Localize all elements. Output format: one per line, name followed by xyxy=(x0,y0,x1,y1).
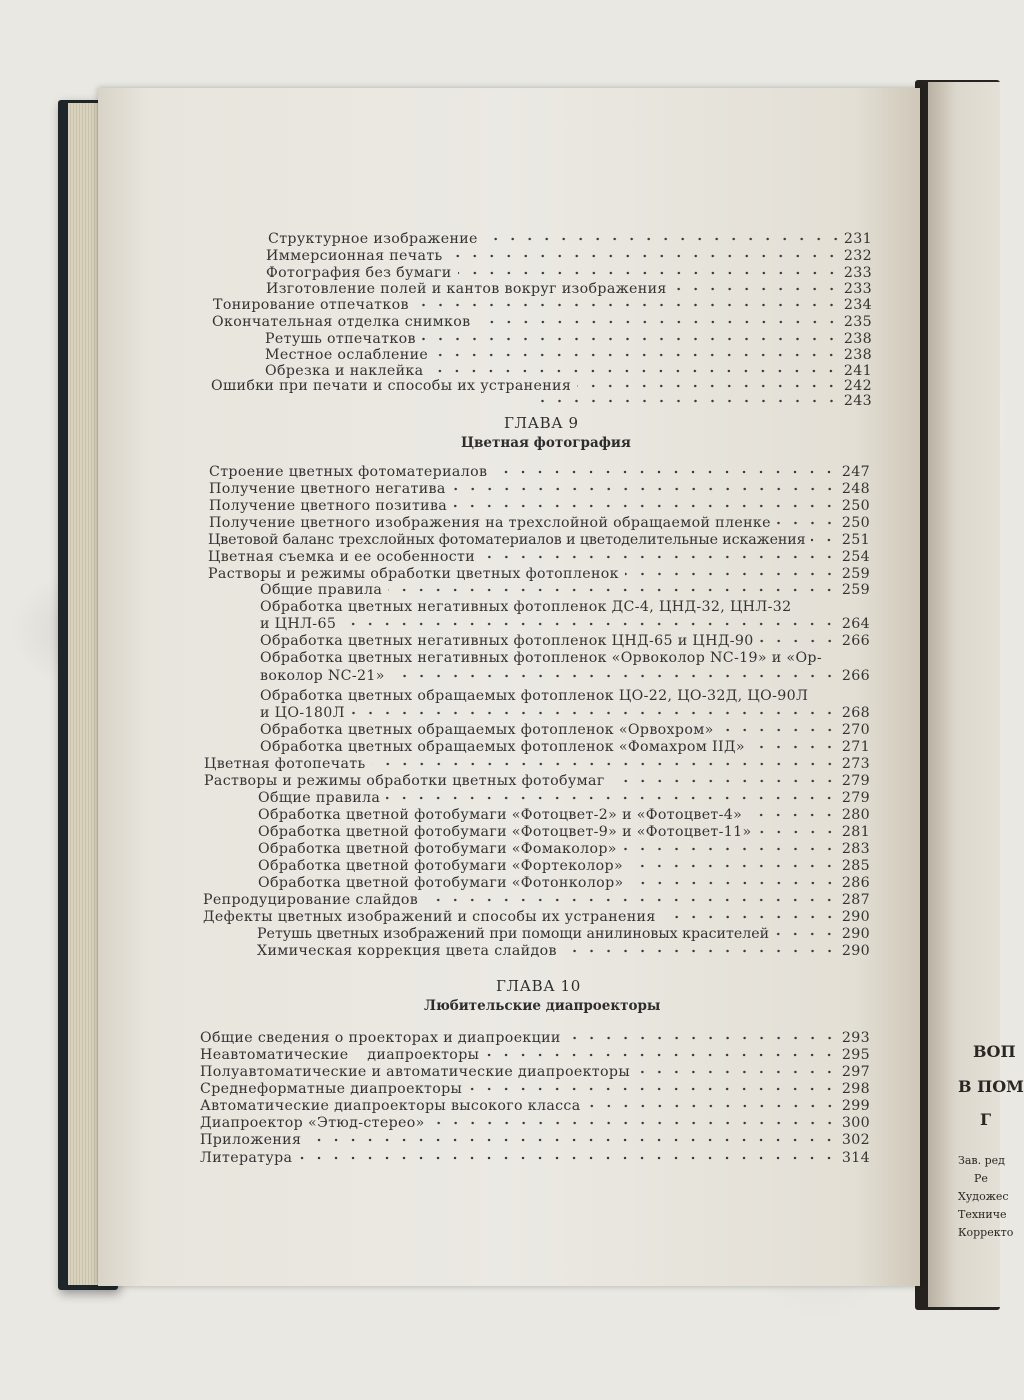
book-page xyxy=(98,88,920,1286)
table-of-contents xyxy=(98,88,920,1286)
toc-entry: Обработка цветных обращаемых фотопленок «Орвохром» 270 xyxy=(260,722,870,738)
toc-entry: Приложения 302 xyxy=(200,1132,870,1148)
right-page-line: Г xyxy=(980,1110,992,1129)
toc-entry: Репродуцирование слайдов 287 xyxy=(203,892,870,908)
toc-entry: Цветная фотопечать 273 xyxy=(204,756,870,772)
toc-entry: Иммерсионная печать 232 xyxy=(266,248,872,264)
right-page-line: Художес xyxy=(958,1190,1009,1203)
toc-entry: Структурное изображение xyxy=(268,231,848,247)
toc-entry: воколор NC-21» 266 xyxy=(260,668,870,684)
toc-entry: Обработка цветной фотобумаги «Фортеколор» 285 xyxy=(258,858,870,874)
toc-entry-line1: Обработка цветных обращаемых фотопленок ЦО-22, ЦО-32Д, ЦО-90Л xyxy=(260,688,809,704)
toc-entry: и ЦО-180Л 268 xyxy=(260,705,870,721)
toc-entry: Растворы и режимы обработки цветных фотопленок 259 xyxy=(208,566,870,582)
toc-page-number: 231 xyxy=(843,231,872,247)
right-page xyxy=(928,82,1024,1307)
toc-entry: и ЦНЛ-65 264 xyxy=(260,616,870,632)
toc-entry: Цветная съемка и ее особенности 254 xyxy=(208,549,870,565)
toc-entry: Строение цветных фотоматериалов 247 xyxy=(209,464,870,480)
chapter-title: Цветная фотография xyxy=(461,435,631,451)
toc-entry: Общие сведения о проекторах и диапроекции 293 xyxy=(200,1030,870,1046)
toc-entry: Диапроектор «Этюд-стерео» 300 xyxy=(200,1115,870,1131)
toc-entry: Среднеформатные диапроекторы 298 xyxy=(200,1081,870,1097)
toc-entry: Общие правила 259 xyxy=(260,582,870,598)
toc-entry: Получение цветного негатива 248 xyxy=(209,481,870,497)
toc-entry: Цветовой баланс трехслойных фотоматериалов и цветоделительные искажения 251 xyxy=(208,532,870,548)
right-page-line: В ПОМ xyxy=(958,1077,1024,1096)
toc-entry: Литература 314 xyxy=(200,1150,870,1166)
chapter-title: Любительские диапроекторы xyxy=(424,998,661,1014)
toc-entry: Автоматические диапроекторы высокого класса 299 xyxy=(200,1098,870,1114)
toc-entry: Изготовление полей и кантов вокруг изображения 233 xyxy=(266,281,872,297)
toc-entry: Ошибки при печати и способы их устранения 242 xyxy=(211,378,872,394)
toc-entry: Обработка цветной фотобумаги «Фотоцвет-9» и «Фотоцвет-11» 281 xyxy=(258,824,870,840)
toc-entry: Обработка цветной фотобумаги «Фотоцвет-2» и «Фотоцвет-4» 280 xyxy=(258,807,870,823)
right-page-line: Корректо xyxy=(958,1226,1014,1239)
toc-entry: Ретушь отпечатков 238 xyxy=(265,331,872,347)
toc-entry: Химическая коррекция цвета слайдов 290 xyxy=(257,943,870,959)
toc-entry: 243 xyxy=(211,393,872,409)
chapter-label: ГЛАВА 9 xyxy=(504,414,579,432)
right-page-line: ВОП xyxy=(973,1042,1016,1061)
toc-entry: Обрезка и наклейка 241 xyxy=(265,363,872,379)
toc-entry: Обработка цветных обращаемых фотопленок «Фомахром IIД» 271 xyxy=(260,739,870,755)
chapter-label: ГЛАВА 10 xyxy=(496,977,581,995)
toc-entry: Тонирование отпечатков 234 xyxy=(213,297,872,313)
right-page-line: Техниче xyxy=(958,1208,1007,1221)
toc-entry: Полуавтоматические и автоматические диапроекторы 297 xyxy=(200,1064,870,1080)
toc-entry-line1: Обработка цветных негативных фотопленок ДС-4, ЦНД-32, ЦНЛ-32 xyxy=(260,599,792,615)
right-page-line: Ре xyxy=(974,1172,988,1185)
toc-entry: Получение цветного позитива 250 xyxy=(209,498,870,514)
toc-entry: Обработка цветной фотобумаги «Фотонколор» 286 xyxy=(258,875,870,891)
toc-entry: Фотография без бумаги 233 xyxy=(266,265,872,281)
toc-entry: Общие правила 279 xyxy=(258,790,870,806)
toc-entry-line1: Обработка цветных негативных фотопленок «Орвоколор NC-19» и «Ор- xyxy=(260,650,823,666)
toc-entry: Окончательная отделка снимков 235 xyxy=(212,314,872,330)
toc-entry: Ретушь цветных изображений при помощи анилиновых красителей 290 xyxy=(257,926,870,942)
toc-entry: Растворы и режимы обработки цветных фотобумаг 279 xyxy=(204,773,870,789)
toc-entry: Дефекты цветных изображений и способы их устранения 290 xyxy=(203,909,870,925)
toc-entry: Получение цветного изображения на трехслойной обращаемой пленке 250 xyxy=(209,515,870,531)
toc-entry: Обработка цветной фотобумаги «Фомаколор» 283 xyxy=(258,841,870,857)
right-page-line: Зав. ред xyxy=(958,1154,1005,1167)
toc-entry: Неавтоматические диапроекторы 295 xyxy=(200,1047,870,1063)
toc-entry: Обработка цветных негативных фотопленок ЦНД-65 и ЦНД-90 266 xyxy=(260,633,870,649)
toc-entry: Местное ослабление 238 xyxy=(265,347,872,363)
